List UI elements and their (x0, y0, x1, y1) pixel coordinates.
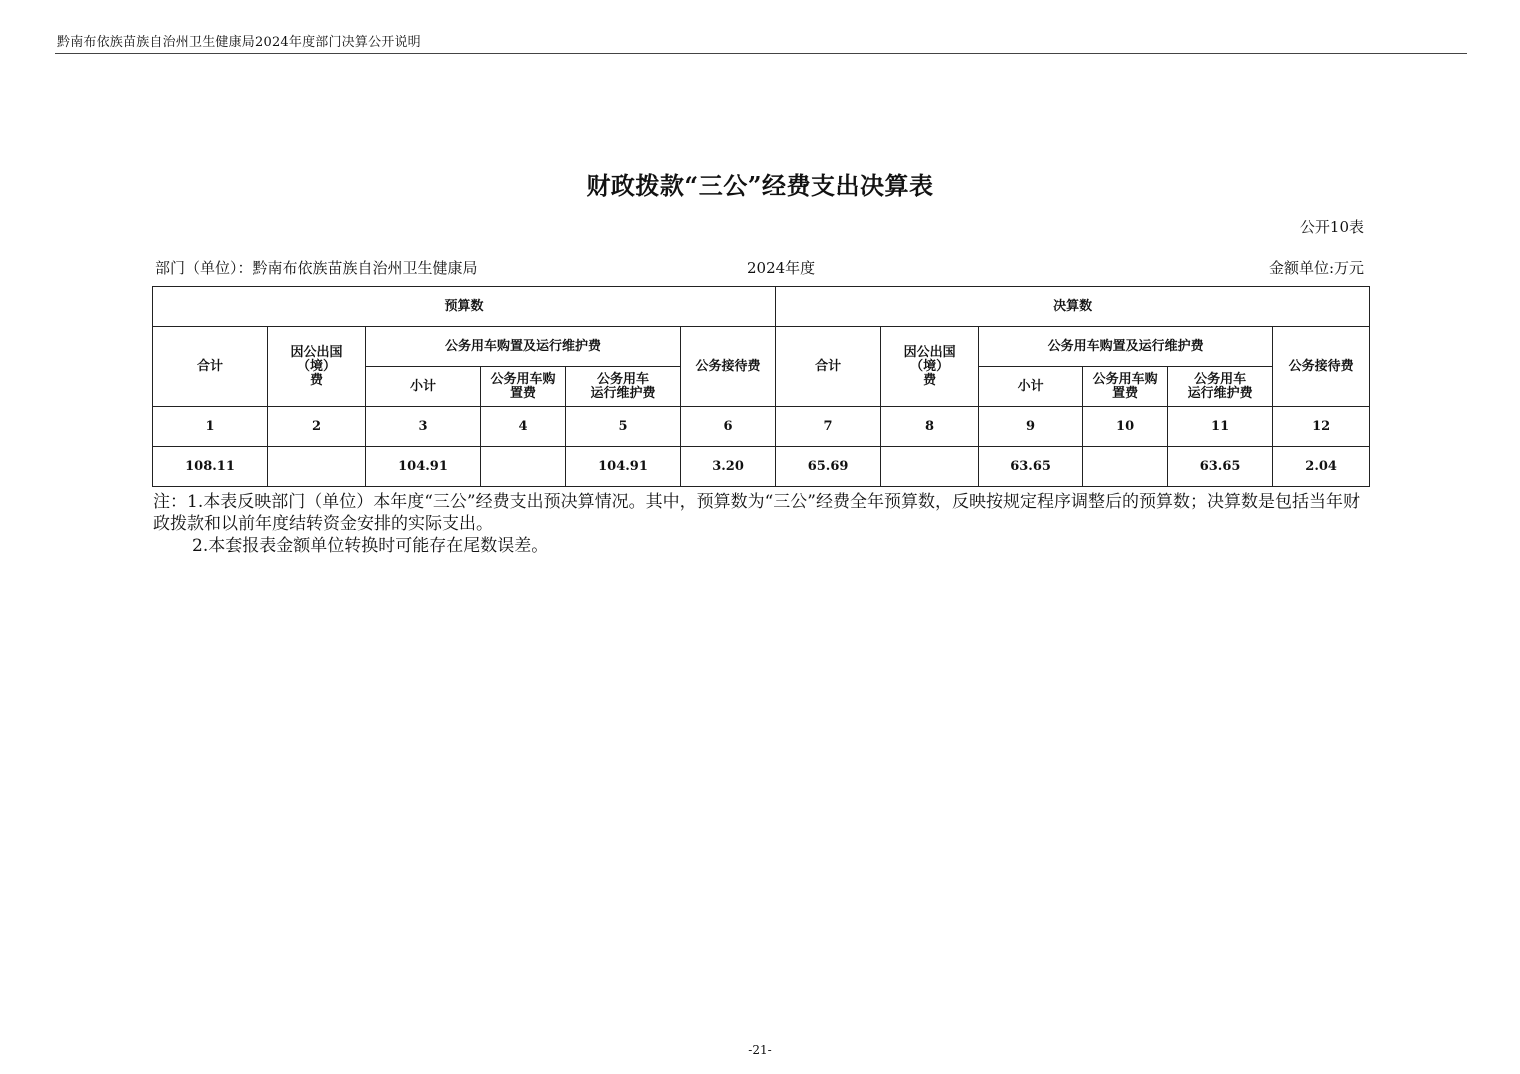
header-operation-final-line1: 公务用车 (1194, 371, 1247, 387)
page-number: -21- (748, 1043, 772, 1057)
column-number-row (153, 407, 1370, 447)
document-title: 财政拨款“三公”经费支出决算表 (586, 171, 934, 200)
header-purchase-final-line2: 置费 (1112, 385, 1139, 401)
note-1: 注：1.本表反映部门（单位）本年度“三公”经费支出预决算情况。其中，预算数为“三公”经费全年预算数，反映按规定程序调整后的预算数；决算数是包括当年财政拨款和以前年度结转资金安排的实际支出。 (153, 492, 1360, 534)
header-purchase-final (1083, 367, 1168, 407)
header-total-final: 合计 (776, 327, 881, 407)
header-purchase-line2: 置费 (509, 385, 536, 401)
header-operation (566, 367, 681, 407)
group-final: 决算数 (776, 287, 1370, 327)
value-final-vehicle-operation: 63.65 (1168, 447, 1273, 487)
running-header: 黔南布依族苗族自治州卫生健康局2024年度部门决算公开说明 (57, 35, 421, 50)
header-purchase-final-line1: 公务用车购 (1092, 371, 1158, 387)
header-abroad-final-line3: 费 (923, 372, 937, 388)
header-operation-final-line2: 运行维护费 (1187, 385, 1253, 401)
value-final-vehicle-purchase (1083, 447, 1168, 487)
value-final-reception: 2.04 (1273, 447, 1370, 487)
group-budget: 预算数 (153, 287, 776, 327)
header-abroad-line1: 因公出国 (290, 344, 343, 360)
col-number: 2 (268, 407, 366, 447)
header-abroad-line3: 费 (309, 372, 323, 388)
header-vehicle: 公务用车购置及运行维护费 (366, 327, 681, 367)
header-purchase-line1: 公务用车购 (490, 371, 556, 387)
table-code: 公开10表 (1299, 218, 1364, 236)
col-number: 10 (1083, 407, 1168, 447)
header-subtotal-final: 小计 (979, 367, 1083, 407)
header-abroad-line2: （境） (296, 358, 336, 374)
value-budget-vehicle-subtotal: 104.91 (366, 447, 481, 487)
col-number: 11 (1168, 407, 1273, 447)
header-rule (55, 53, 1467, 54)
value-budget-vehicle-operation: 104.91 (566, 447, 681, 487)
header-abroad-final-line1: 因公出国 (903, 344, 956, 360)
col-number: 4 (481, 407, 566, 447)
header-operation-line1: 公务用车 (596, 371, 649, 387)
header-subtotal: 小计 (366, 367, 481, 407)
value-final-abroad (881, 447, 979, 487)
header-reception-final: 公务接待费 (1273, 327, 1370, 407)
value-final-vehicle-subtotal: 63.65 (979, 447, 1083, 487)
value-budget-total: 108.11 (153, 447, 268, 487)
col-number: 8 (881, 407, 979, 447)
fiscal-year: 2024年度 (747, 259, 816, 277)
header-reception: 公务接待费 (681, 327, 776, 407)
col-number: 9 (979, 407, 1083, 447)
value-final-total: 65.69 (776, 447, 881, 487)
table-notes (153, 491, 1363, 557)
col-number: 7 (776, 407, 881, 447)
note-2: 2.本套报表金额单位转换时可能存在尾数误差。 (192, 536, 549, 556)
col-number: 12 (1273, 407, 1370, 447)
three-public-expense-table (152, 286, 1370, 487)
col-number: 6 (681, 407, 776, 447)
value-budget-vehicle-purchase (481, 447, 566, 487)
header-total: 合计 (153, 327, 268, 407)
header-purchase (481, 367, 566, 407)
header-vehicle-final: 公务用车购置及运行维护费 (979, 327, 1273, 367)
header-operation-line2: 运行维护费 (590, 385, 656, 401)
department-label: 部门（单位）：黔南布依族苗族自治州卫生健康局 (155, 259, 478, 277)
header-abroad-final (881, 327, 979, 407)
header-operation-final (1168, 367, 1273, 407)
amount-unit: 金额单位:万元 (1268, 259, 1364, 277)
col-number: 3 (366, 407, 481, 447)
header-abroad-final-line2: （境） (910, 358, 950, 374)
col-number: 1 (153, 407, 268, 447)
header-abroad (268, 327, 366, 407)
value-budget-abroad (268, 447, 366, 487)
value-row (153, 447, 1370, 487)
col-number: 5 (566, 407, 681, 447)
value-budget-reception: 3.20 (681, 447, 776, 487)
